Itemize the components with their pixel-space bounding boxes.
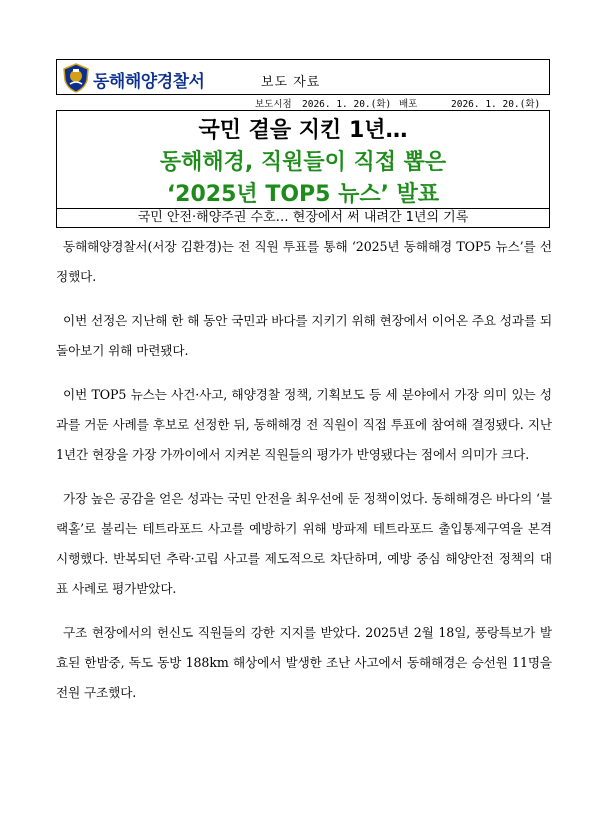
release-info: [56, 96, 550, 109]
headline-line-1: 국민 곁을 지킨 1년…: [198, 118, 408, 143]
distribute-date: 2026. 1. 20.(화): [451, 99, 541, 110]
paragraph-1: 동해해양경찰서(서장 김환경)는 전 직원 투표를 통해 ‘2025년 동해해경 TOP5 뉴스’를 선정했다.: [56, 239, 552, 284]
paragraph-2: 이번 선정은 지난해 한 해 동안 국민과 바다를 지키기 위해 현장에서 이어온 주요 성과를 되돌아보기 위해 마련됐다.: [56, 313, 553, 358]
article-body: [56, 232, 552, 722]
paragraph-3: 이번 TOP5 뉴스는 사건·사고, 해양경찰 정책, 기획보도 등 세 분야에서 가장 의미 있는 성과를 거둔 사례를 후보로 선정한 뒤, 동해해경 전 직원이 직접 투표에 참여해 결정됐다. 지난 1년간 현장을 가장 가까이에서 지켜본 직원들의 평가가 반영됐다는 점에서 의미가 크다.: [56, 387, 552, 462]
distribute-label: 배포: [399, 99, 418, 110]
paragraph-5: 구조 현장에서의 헌신도 직원들의 강한 지지를 받았다. 2025년 2월 18일, 풍랑특보가 발효된 한밤중, 독도 동방 188km 해상에서 발생한 조난 사고에서 동해해경은 승선원 11명을 전원 구조했다.: [56, 625, 552, 700]
subtitle: 국민 안전·해양주권 수호… 현장에서 써 내려간 1년의 기록: [56, 208, 550, 228]
document-type: 보도 자료: [261, 75, 321, 90]
paragraph-4: 가장 높은 공감을 얻은 성과는 국민 안전을 최우선에 둔 정책이었다. 동해해경은 바다의 ‘블랙홀’로 불리는 테트라포드 사고를 예방하기 위해 방파제 테트라포드 출입통제구역을 본격 시행했다. 반복되던 추락·고립 사고를 제도적으로 차단하며, 예방 중심 해양안전 정책의 대표 사례로 평가받았다.: [56, 491, 553, 596]
coast-guard-emblem-icon: [61, 63, 91, 93]
release-date: 2026. 1. 20.(화): [302, 99, 392, 110]
headline-line-3: ‘2025년 TOP5 뉴스’ 발표: [166, 182, 440, 207]
release-label: 보도시점: [255, 99, 292, 110]
header-box: [56, 59, 550, 95]
headline-box: [56, 110, 550, 209]
org-name: 동해해양경찰서: [93, 72, 205, 92]
headline-line-2: 동해해경, 직원들이 직접 뽑은: [159, 150, 447, 175]
